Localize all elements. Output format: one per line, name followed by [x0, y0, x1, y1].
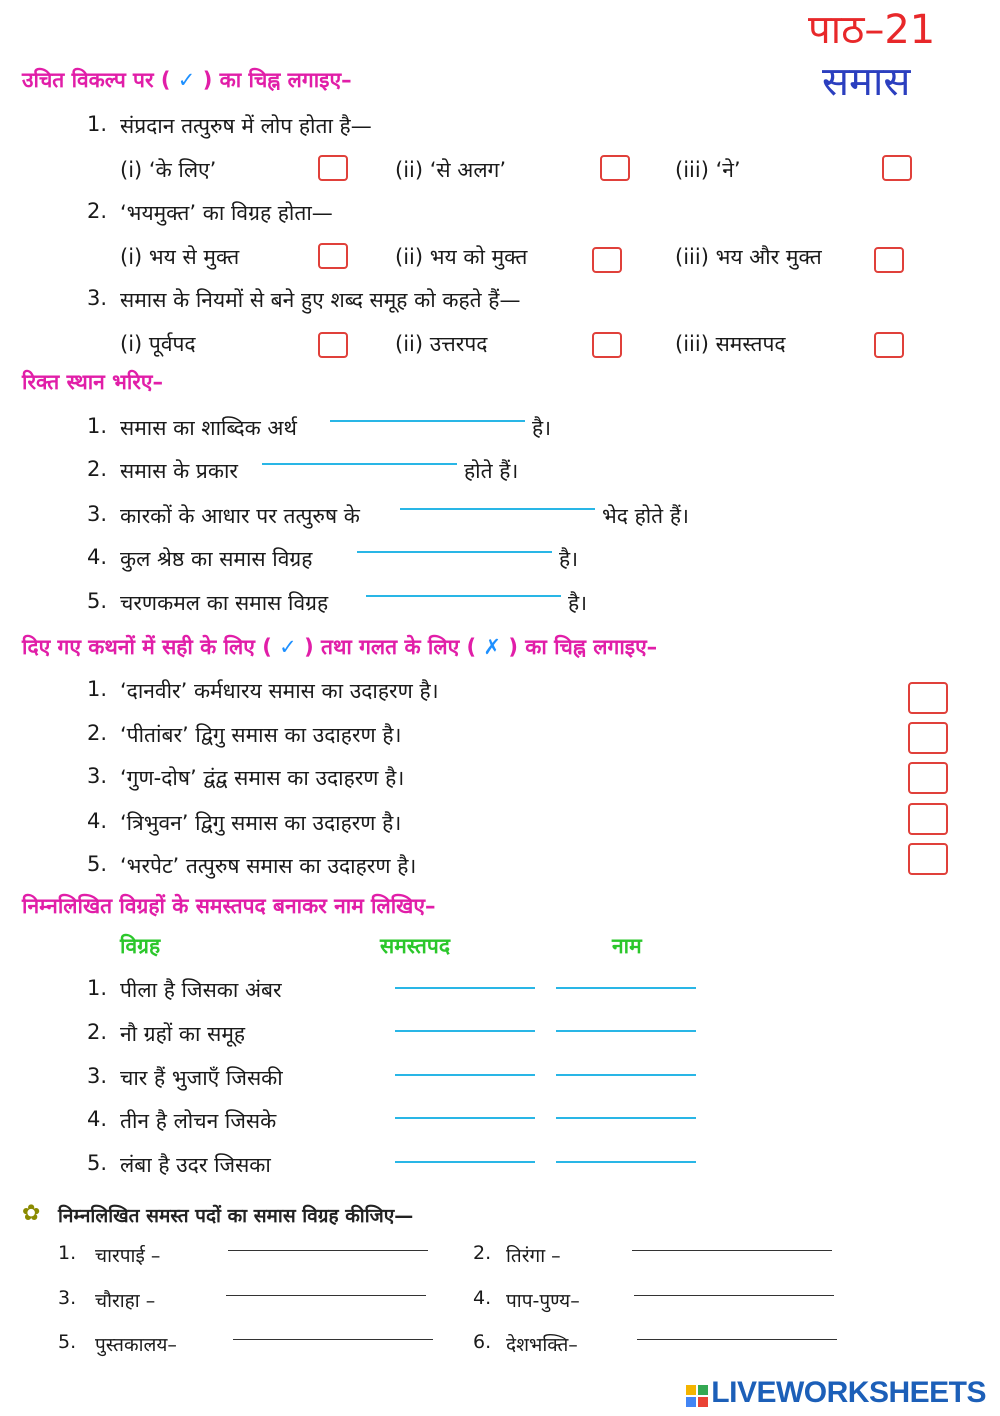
- section2-heading: रिक्त स्थान भरिए–: [22, 370, 164, 394]
- blank-number: 1.: [87, 414, 108, 438]
- option-checkbox[interactable]: [874, 247, 904, 273]
- samas-vigrah-input[interactable]: [637, 1339, 837, 1340]
- samas-vigrah-input[interactable]: [632, 1250, 832, 1251]
- column-header-vigrah: विग्रह: [120, 934, 161, 958]
- vigrah-text: लंबा है उदर जिसका: [120, 1153, 271, 1177]
- statement-text: ‘भरपेट’ तत्पुरुष समास का उदाहरण है।: [120, 854, 417, 878]
- naam-input[interactable]: [556, 1161, 696, 1163]
- samas-word: चौराहा –: [95, 1290, 156, 1312]
- naam-input[interactable]: [556, 1117, 696, 1119]
- question-text: समास के नियमों से बने हुए शब्द समूह को कहते हैं—: [120, 288, 521, 312]
- option-checkbox[interactable]: [318, 243, 348, 269]
- blank-text-after: है।: [559, 547, 579, 571]
- samas-number: 3.: [58, 1287, 77, 1309]
- samastpad-input[interactable]: [395, 987, 535, 989]
- option-checkbox[interactable]: [882, 155, 912, 181]
- liveworksheets-logo-icon: [685, 1382, 709, 1406]
- samas-vigrah-input[interactable]: [228, 1250, 428, 1251]
- true-false-box[interactable]: [908, 762, 948, 794]
- blank-text-before: कारकों के आधार पर तत्पुरुष के: [120, 504, 360, 528]
- section5-heading: निम्नलिखित समस्त पदों का समास विग्रह कीजिए—: [58, 1205, 414, 1227]
- samas-word: तिरंगा –: [506, 1245, 561, 1267]
- samas-word: चारपाई –: [95, 1245, 161, 1267]
- option-checkbox[interactable]: [318, 332, 348, 358]
- samastpad-input[interactable]: [395, 1117, 535, 1119]
- samas-word: पाप-पुण्य–: [506, 1290, 580, 1312]
- vigrah-number: 1.: [87, 976, 108, 1000]
- vigrah-text: चार हैं भुजाएँ जिसकी: [120, 1066, 283, 1090]
- naam-input[interactable]: [556, 1074, 696, 1076]
- option-label: (iii) समस्तपद: [675, 332, 786, 356]
- cross-icon: ✗: [483, 635, 502, 659]
- statement-text: ‘पीतांबर’ द्विगु समास का उदाहरण है।: [120, 723, 402, 747]
- samas-vigrah-input[interactable]: [226, 1295, 426, 1296]
- tick-icon: ✓: [279, 635, 297, 659]
- blank-text-before: चरणकमल का समास विग्रह: [120, 591, 329, 615]
- section3-heading: [22, 633, 657, 661]
- samas-vigrah-input[interactable]: [634, 1295, 834, 1296]
- question-text: ‘भयमुक्त’ का विग्रह होता—: [120, 201, 333, 225]
- blank-text-after: है।: [532, 416, 552, 440]
- blank-number: 4.: [87, 545, 108, 569]
- blank-text-before: समास का शाब्दिक अर्थ: [120, 416, 297, 440]
- column-header-samastpad: समस्तपद: [380, 934, 450, 958]
- option-label: (ii) उत्तरपद: [395, 332, 488, 356]
- option-checkbox[interactable]: [592, 247, 622, 273]
- blank-text-before: समास के प्रकार: [120, 459, 238, 483]
- blank-text-after: होते हैं।: [464, 459, 519, 483]
- statement-number: 2.: [87, 721, 108, 745]
- statement-number: 1.: [87, 677, 108, 701]
- tick-icon: ✓: [177, 68, 196, 92]
- samas-word: देशभक्ति–: [506, 1334, 578, 1356]
- samas-number: 2.: [473, 1242, 492, 1264]
- option-label: (iii) ‘ने’: [675, 158, 741, 182]
- blank-input[interactable]: [366, 595, 561, 597]
- lesson-number: पाठ–21: [808, 7, 936, 53]
- blank-input[interactable]: [330, 420, 525, 422]
- question-text: संप्रदान तत्पुरुष में लोप होता है—: [120, 114, 372, 138]
- statement-text: ‘त्रिभुवन’ द्विगु समास का उदाहरण है।: [120, 811, 402, 835]
- true-false-box[interactable]: [908, 803, 948, 835]
- vigrah-number: 2.: [87, 1020, 108, 1044]
- statement-number: 4.: [87, 809, 108, 833]
- samastpad-input[interactable]: [395, 1161, 535, 1163]
- vigrah-text: पीला है जिसका अंबर: [120, 978, 282, 1002]
- statement-number: 5.: [87, 852, 108, 876]
- blank-input[interactable]: [262, 463, 457, 465]
- option-label: (ii) भय को मुक्त: [395, 245, 528, 269]
- liveworksheets-logo: [685, 1376, 986, 1410]
- page-title: समास: [822, 59, 911, 105]
- naam-input[interactable]: [556, 1030, 696, 1032]
- option-checkbox[interactable]: [318, 155, 348, 181]
- samas-number: 5.: [58, 1331, 77, 1353]
- vigrah-number: 4.: [87, 1107, 108, 1131]
- option-label: (i) ‘के लिए’: [120, 158, 217, 182]
- samas-number: 6.: [473, 1331, 492, 1353]
- samas-word: पुस्तकालय–: [95, 1334, 177, 1356]
- blank-text-after: है।: [568, 591, 588, 615]
- blank-text-after: भेद होते हैं।: [602, 504, 689, 528]
- brand-name: LIVEWORKSHEETS: [711, 1376, 986, 1409]
- blank-number: 3.: [87, 502, 108, 526]
- vigrah-number: 3.: [87, 1064, 108, 1088]
- section3-heading-post: ) का चिह्न लगाइए–: [508, 635, 658, 659]
- statement-number: 3.: [87, 764, 108, 788]
- blank-input[interactable]: [400, 508, 595, 510]
- samastpad-input[interactable]: [395, 1030, 535, 1032]
- option-label: (i) पूर्वपद: [120, 332, 196, 356]
- section3-heading-pre: दिए गए कथनों में सही के लिए (: [22, 635, 272, 659]
- samastpad-input[interactable]: [395, 1074, 535, 1076]
- column-header-naam: नाम: [612, 934, 642, 958]
- section1-heading-post: ) का चिह्न लगाइए–: [202, 68, 352, 92]
- blank-text-before: कुल श्रेष्ठ का समास विग्रह: [120, 547, 313, 571]
- statement-text: ‘दानवीर’ कर्मधारय समास का उदाहरण है।: [120, 679, 439, 703]
- statement-text: ‘गुण-दोष’ द्वंद्व समास का उदाहरण है।: [120, 766, 405, 790]
- samas-number: 4.: [473, 1287, 492, 1309]
- true-false-box[interactable]: [908, 843, 948, 875]
- vigrah-text: तीन है लोचन जिसके: [120, 1109, 277, 1133]
- blank-number: 5.: [87, 589, 108, 613]
- naam-input[interactable]: [556, 987, 696, 989]
- true-false-box[interactable]: [908, 722, 948, 754]
- blank-input[interactable]: [357, 551, 552, 553]
- question-number: 3.: [87, 286, 108, 310]
- option-label: (ii) ‘से अलग’: [395, 158, 507, 182]
- option-label: (i) भय से मुक्त: [120, 245, 240, 269]
- option-checkbox[interactable]: [874, 332, 904, 358]
- flower-bullet-icon: ✿: [22, 1201, 41, 1226]
- vigrah-text: नौ ग्रहों का समूह: [120, 1022, 246, 1046]
- option-checkbox[interactable]: [592, 332, 622, 358]
- true-false-box[interactable]: [908, 682, 948, 714]
- option-label: (iii) भय और मुक्त: [675, 245, 822, 269]
- blank-number: 2.: [87, 457, 108, 481]
- samas-vigrah-input[interactable]: [233, 1339, 433, 1340]
- section3-heading-mid: ) तथा गलत के लिए (: [304, 635, 477, 659]
- section1-heading-pre: उचित विकल्प पर (: [22, 68, 171, 92]
- samas-number: 1.: [58, 1242, 77, 1264]
- section1-heading: [22, 66, 352, 94]
- question-number: 1.: [87, 112, 108, 136]
- section4-heading: निम्नलिखित विग्रहों के समस्तपद बनाकर नाम लिखिए–: [22, 894, 436, 918]
- question-number: 2.: [87, 199, 108, 223]
- option-checkbox[interactable]: [600, 155, 630, 181]
- vigrah-number: 5.: [87, 1151, 108, 1175]
